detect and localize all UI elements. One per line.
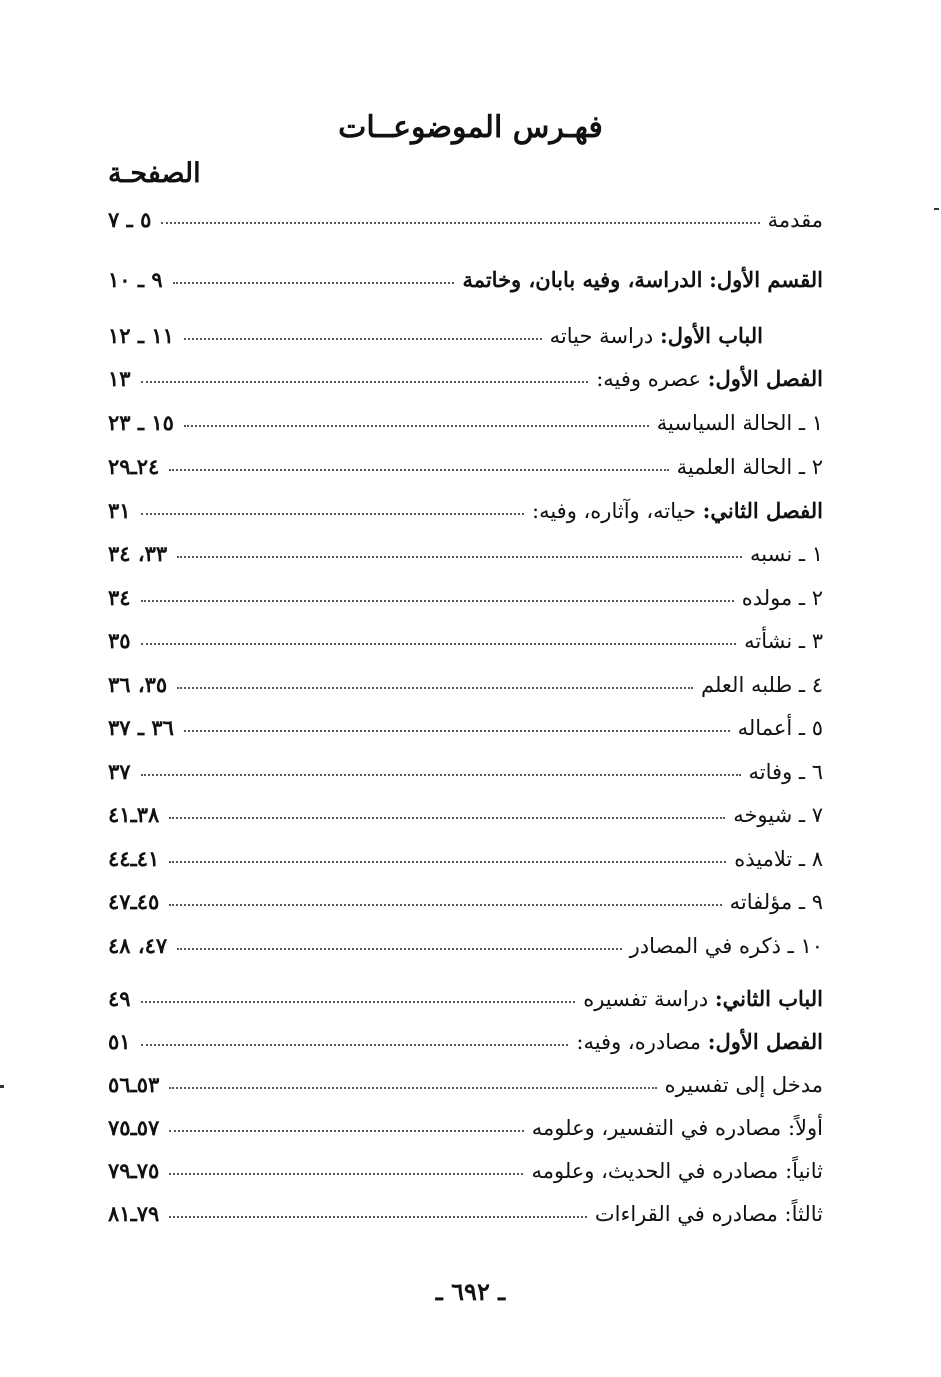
dot-leader <box>169 1087 656 1089</box>
entry-pages: ٤٩ <box>108 986 131 1011</box>
toc-entry <box>108 355 823 391</box>
entry-label: أولاً: مصادره في التفسير، وعلومه <box>531 1116 823 1140</box>
dot-leader <box>141 600 734 602</box>
dot-leader <box>141 1044 569 1046</box>
toc-entry <box>108 574 823 610</box>
dot-leader <box>141 774 741 776</box>
entry-label: ٧ ـ شيوخه <box>733 803 823 827</box>
entry-pages: ١٣ <box>108 366 131 391</box>
toc-entry <box>108 878 823 914</box>
scan-mark <box>0 1085 4 1088</box>
dot-leader <box>141 1001 576 1003</box>
entry-label: ثانياً: مصادره في الحديث، وعلومه <box>531 1159 823 1183</box>
entry-pages: ٥١ <box>108 1029 131 1054</box>
entry-label: ٣ ـ نشأته <box>744 629 823 653</box>
toc-entry <box>108 791 823 827</box>
dot-leader <box>141 643 737 645</box>
entry-pages: ٢٤ـ٢٩ <box>108 454 160 479</box>
page-column-header: الصفحـة <box>108 158 201 189</box>
toc-entry <box>108 704 823 740</box>
entry-label: ١٠ ـ ذكره في المصادر <box>629 934 823 958</box>
dot-leader <box>177 687 693 689</box>
dot-leader <box>141 513 524 515</box>
page-title: فهـرس الموضوعــات <box>338 110 603 145</box>
dot-leader <box>184 730 730 732</box>
toc-entry <box>108 256 823 292</box>
dot-leader <box>177 556 742 558</box>
entry-pages: ٤١ـ٤٤ <box>108 846 160 871</box>
toc-entry <box>108 443 823 479</box>
entry-label: ٨ ـ تلاميذه <box>734 847 823 871</box>
entry-pages: ٧٥ـ٧٩ <box>108 1158 160 1183</box>
entry-heading: الفصل الأول: <box>707 366 823 391</box>
entry-pages: ٩ ـ ١٠ <box>108 267 163 292</box>
toc-entry <box>108 530 823 566</box>
toc-entry <box>108 1018 823 1054</box>
entry-label: ٤ ـ طلبه العلم <box>700 673 823 697</box>
entry-label: الباب الثاني: دراسة تفسيره <box>583 986 823 1011</box>
toc-entry <box>108 399 823 435</box>
entry-pages: ٣٥ <box>108 628 131 653</box>
entry-pages: ٤٥ـ٤٧ <box>108 889 160 914</box>
dot-leader <box>169 861 726 863</box>
entry-pages: ٥ ـ ٧ <box>108 207 152 232</box>
entry-pages: ٣١ <box>108 498 131 523</box>
entry-heading: القسم الأول: <box>709 267 823 292</box>
entry-label: ٦ ـ وفاته <box>748 760 823 784</box>
entry-heading: الفصل الأول: <box>707 1029 823 1054</box>
entry-label: الفصل الأول: مصادره، وفيه: <box>576 1029 823 1054</box>
entry-pages: ١٥ ـ ٢٣ <box>108 410 174 435</box>
entry-heading: الباب الأول: <box>659 323 763 348</box>
entry-label: ثالثاً: مصادره في القراءات <box>594 1202 823 1226</box>
entry-label: مقدمة <box>767 208 823 232</box>
dot-leader <box>169 1216 587 1218</box>
entry-label: الفصل الأول: عصره وفيه: <box>596 366 823 391</box>
toc-entry <box>108 922 823 958</box>
entry-label: ٢ ـ الحالة العلمية <box>676 455 823 479</box>
entry-pages: ٥٧ـ٧٥ <box>108 1115 160 1140</box>
entry-pages: ٣٣، ٣٤ <box>108 541 168 566</box>
dot-leader <box>184 338 542 340</box>
entry-pages: ٥٣ـ٥٦ <box>108 1072 160 1097</box>
entry-label: القسم الأول: الدراسة، وفيه بابان، وخاتمة <box>462 267 823 292</box>
toc-entry <box>108 748 823 784</box>
entry-label: ١ ـ نسبه <box>750 542 823 566</box>
page-number: ـ ٦٩٢ ـ <box>435 1277 506 1306</box>
entry-pages: ٣٤ <box>108 585 131 610</box>
entry-label: الباب الأول: دراسة حياته <box>549 323 763 348</box>
dot-leader <box>169 1130 523 1132</box>
entry-label: ١ ـ الحالة السياسية <box>656 411 823 435</box>
toc-entry <box>108 1061 823 1097</box>
dot-leader <box>184 425 649 427</box>
toc-entry <box>108 1104 823 1140</box>
entry-heading: الباب الثاني: <box>714 986 823 1011</box>
toc-entry <box>108 975 823 1011</box>
toc-entry <box>108 661 823 697</box>
dot-leader <box>169 469 668 471</box>
dot-leader <box>161 222 759 224</box>
toc-entry <box>108 617 823 653</box>
entry-pages: ٣٨ـ٤١ <box>108 802 160 827</box>
toc-entry <box>108 1147 823 1183</box>
entry-pages: ٧٩ـ٨١ <box>108 1201 160 1226</box>
scan-mark <box>934 208 939 210</box>
dot-leader <box>169 1173 523 1175</box>
toc-entry <box>108 487 823 523</box>
dot-leader <box>169 817 725 819</box>
dot-leader <box>141 381 589 383</box>
toc-entry <box>108 1190 823 1226</box>
entry-label: ٢ ـ مولده <box>741 586 823 610</box>
entry-pages: ١١ ـ ١٢ <box>108 323 174 348</box>
entry-pages: ٣٥، ٣٦ <box>108 672 168 697</box>
entry-heading: الفصل الثاني: <box>702 498 823 523</box>
toc-entry <box>108 196 823 232</box>
entry-pages: ٣٧ <box>108 759 131 784</box>
entry-label: ٥ ـ أعماله <box>737 716 823 740</box>
dot-leader <box>177 948 621 950</box>
entry-label: ٩ ـ مؤلفاته <box>729 890 823 914</box>
toc-entry <box>108 312 823 348</box>
entry-pages: ٤٧، ٤٨ <box>108 933 168 958</box>
entry-label: الفصل الثاني: حياته، وآثاره، وفيه: <box>532 498 823 523</box>
entry-pages: ٣٦ ـ ٣٧ <box>108 715 174 740</box>
dot-leader <box>169 904 721 906</box>
entry-label: مدخل إلى تفسيره <box>664 1073 823 1097</box>
toc-entry <box>108 835 823 871</box>
dot-leader <box>173 282 455 284</box>
